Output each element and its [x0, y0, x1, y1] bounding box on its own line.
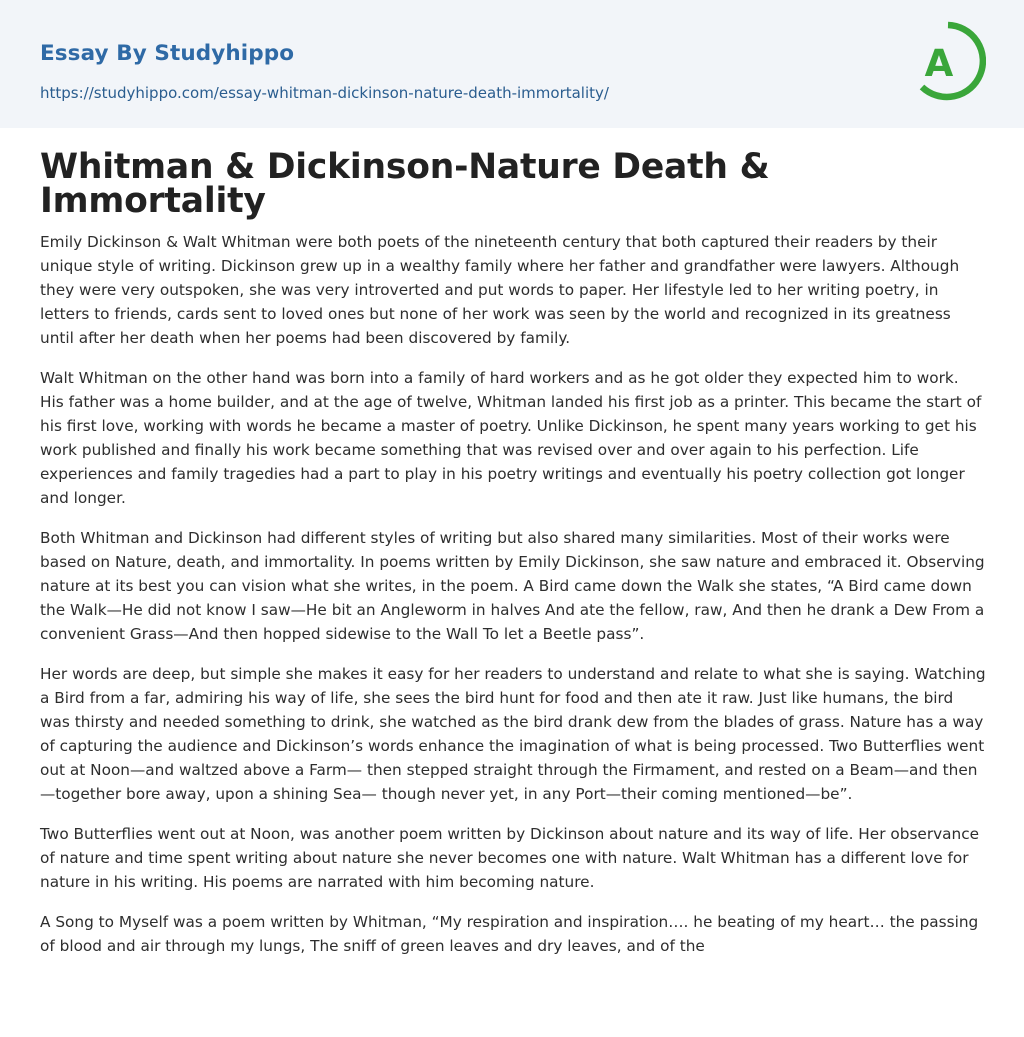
studyhippo-logo-icon[interactable]: [912, 19, 986, 105]
essay-paragraph-1: Emily Dickinson & Walt Whitman were both poets of the nineteenth century that both captured their readers by their unique style of writing. Dickinson grew up in a wealthy family where her father and grandfather were lawyers. Although they were very outspoken, she was very introverted and put words to paper. Her lifestyle led to her writing poetry, in letters to friends, cards sent to loved ones but none of her work was seen by the world and recognized in its greatness until after her death when her poems had been discovered by family.: [40, 233, 960, 347]
essay-title: Whitman & Dickinson-Nature Death & Immortality: [40, 147, 770, 221]
essay-paragraph-6: A Song to Myself was a poem written by Whitman, “My respiration and inspiration…. he beating of my heart… the passing of blood and air through my lungs, The sniff of green leaves and dry leaves, and of the: [40, 913, 979, 955]
essay-url-link[interactable]: https://studyhippo.com/essay-whitman-dickinson-nature-death-immortality/: [40, 84, 609, 102]
essay-content: [40, 147, 986, 958]
essay-paragraph-5: Two Butterflies went out at Noon, was another poem written by Dickinson about nature and its way of life. Her observance of nature and time spent writing about nature she never becomes one with nature. Walt Whitman has a different love for nature in his writing. His poems are narrated with him becoming nature.: [40, 825, 980, 891]
essay-paragraph-2: Walt Whitman on the other hand was born into a family of hard workers and as he got older they expected him to work. His father was a home builder, and at the age of twelve, Whitman landed his first job as a printer. This became the start of his first love, working with words he became a master of poetry. Unlike Dickinson, he spent many years working to get his work published and finally his work became something that was revised over and over again to his perfection. Life experiences and family tragedies had a part to play in his poetry writings and eventually his poetry collection got longer and longer.: [40, 369, 982, 507]
essay-paragraph-3: Both Whitman and Dickinson had different styles of writing but also shared many similarities. Most of their works were based on Nature, death, and immortality. In poems written by Emily Dickinson, she saw nature and embraced it. Observing nature at its best you can vision what she writes, in the poem. A Bird came down the Walk she states, “A Bird came down the Walk—He did not know I saw—He bit an Angleworm in halves And ate the fellow, raw, And then he drank a Dew From a convenient Grass—And then hopped sidewise to the Wall To let a Beetle pass”.: [40, 529, 985, 643]
site-title[interactable]: Essay By Studyhippo: [40, 41, 295, 66]
site-header: [0, 0, 1024, 128]
essay-paragraph-4: Her words are deep, but simple she makes it easy for her readers to understand and relate to what she is saying. Watching a Bird from a far, admiring his way of life, she sees the bird hunt for food and then ate it raw. Just like humans, the bird was thirsty and needed something to drink, she watched as the bird drank dew from the blades of grass. Nature has a way of capturing the audience and Dickinson’s words enhance the imagination of what is being processed. Two Butterflies went out at Noon—and waltzed above a Farm— then stepped straight through the Firmament, and rested on a Beam—and then—together bore away, upon a shining Sea— though never yet, in any Port—their coming mentioned—be”.: [40, 665, 986, 803]
logo-letter: A: [924, 42, 954, 85]
